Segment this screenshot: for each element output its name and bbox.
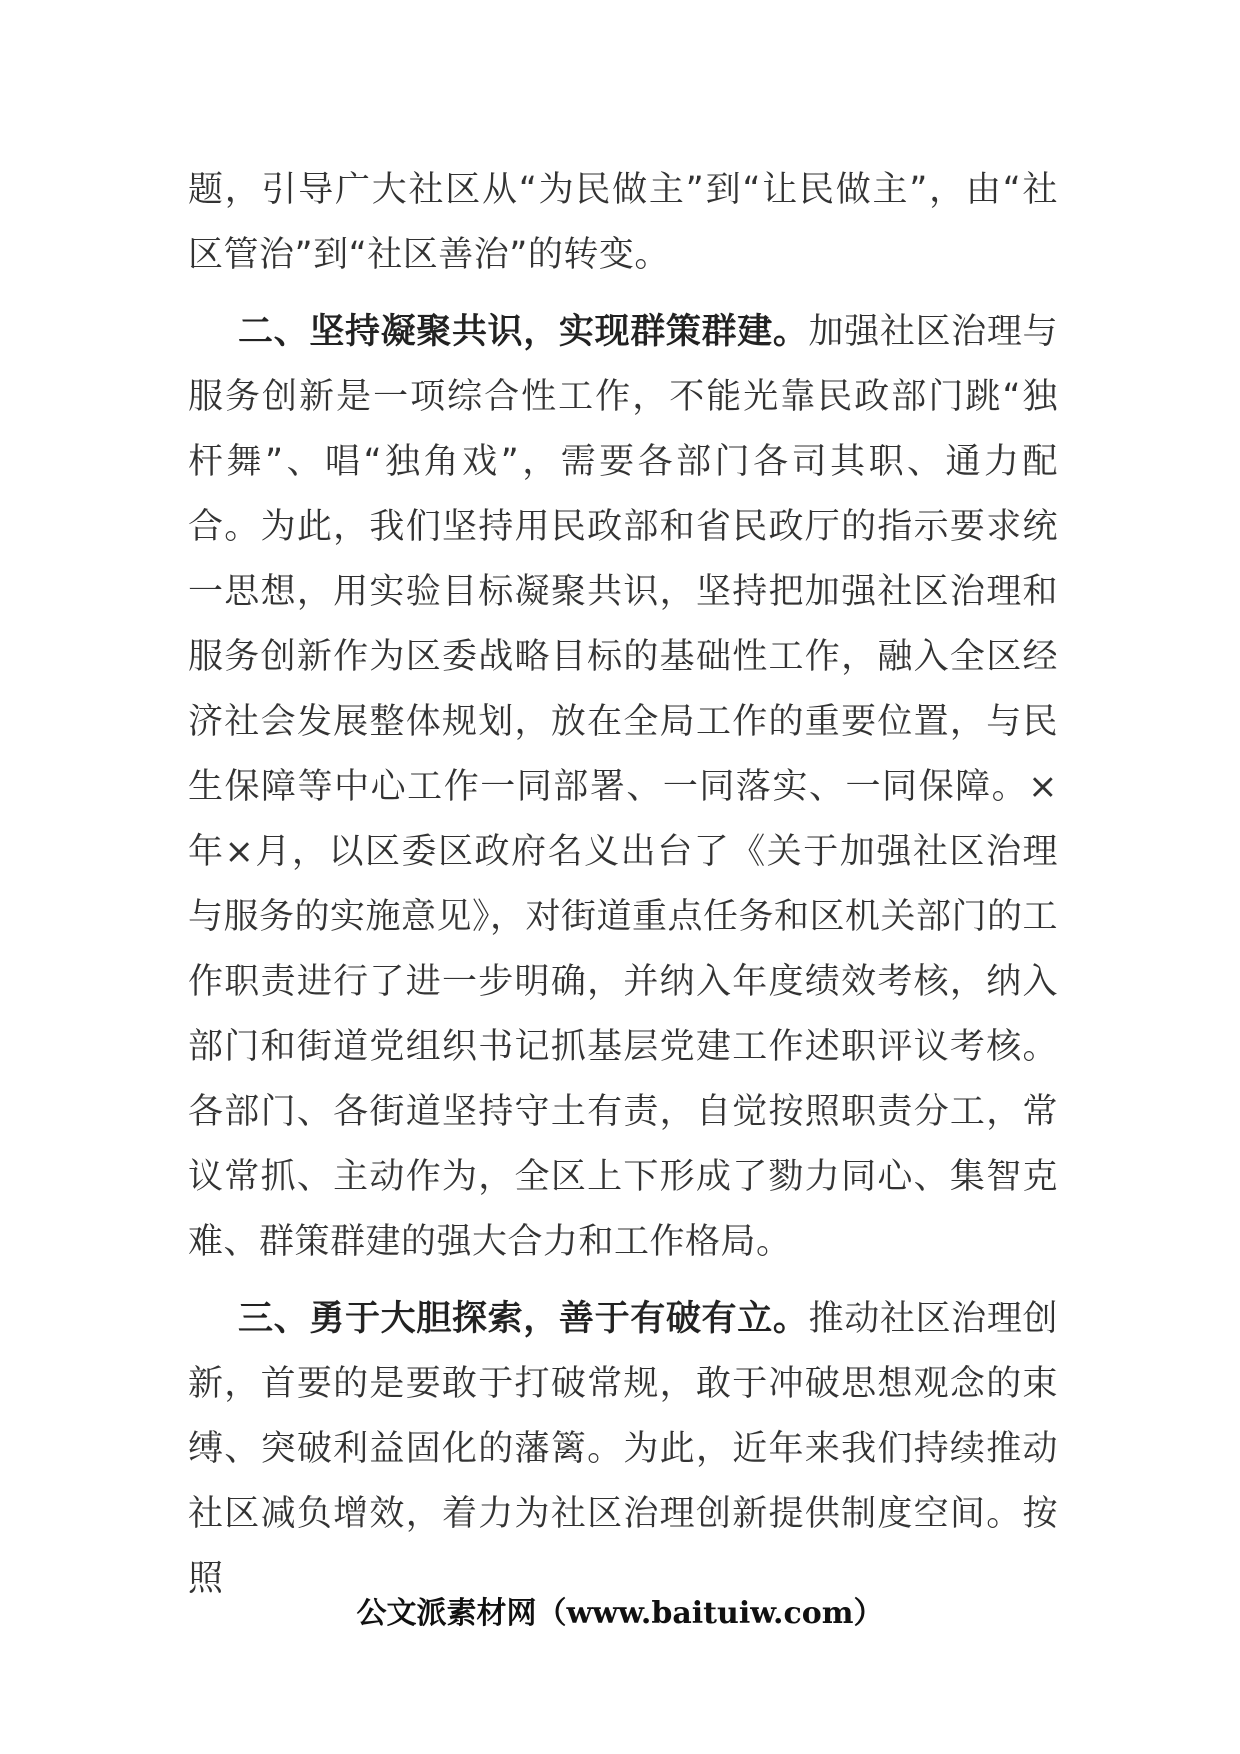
paragraph-text: 推动社区治理创新，首要的是要敢于打破常规，敢于冲破思想观念的束缚、突破利益固化的藩篱。为此，近年来我们持续推动社区减负增效，着力为社区治理创新提供制度空间。按照 xyxy=(188,1299,1058,1599)
section-heading: 二、坚持凝聚共识，实现群策群建。 xyxy=(238,312,809,352)
paragraph-text: 加强社区治理与服务创新是一项综合性工作，不能光靠民政部门跳“独杆舞”、唱“独角戏”，需要各部门各司其职、通力配合。为此，我们坚持用民政部和省民政厅的指示要求统一思想，用实验目标凝聚共识，坚持把加强社区治理和服务创新作为区委战略目标的基础性工作，融入全区经济社会发展整体规划，放在全局工作的重要位置，与民生保障等中心工作一同部署、一同落实、一同保障。×年×月，以区委区政府名义出台了《关于加强社区治理与服务的实施意见》，对街道重点任务和区机关部门的工作职责进行了进一步明确，并纳入年度绩效考核，纳入部门和街道党组织书记抓基层党建工作述职评议考核。各部门、各街道坚持守土有责，自觉按照职责分工，常议常抓、主动作为，全区上下形成了勠力同心、集智克难、群策群建的强大合力和工作格局。 xyxy=(188,312,1059,1262)
page-footer-watermark: 公文派素材网（www.baituiw.com） xyxy=(356,1596,884,1631)
paragraph-section-3 xyxy=(188,1287,1058,1612)
paragraph-text: 题，引导广大社区从“为民做主”到“让民做主”，由“社区管治”到“社区善治”的转变。 xyxy=(188,170,1058,275)
paragraph-section-2 xyxy=(188,300,1058,1275)
paragraph-continuation xyxy=(188,158,1058,288)
document-body xyxy=(188,158,1058,1612)
section-heading: 三、勇于大胆探索，善于有破有立。 xyxy=(238,1299,809,1339)
